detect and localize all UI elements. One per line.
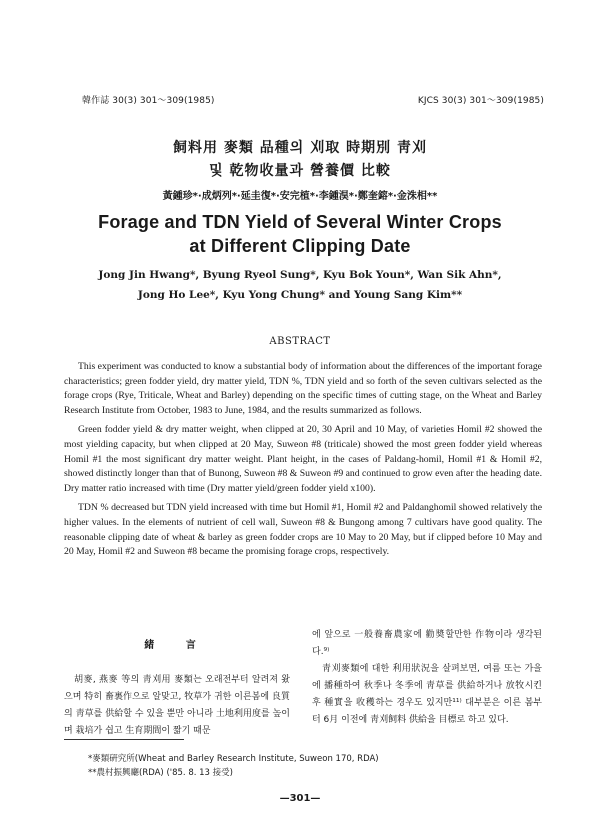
page-number: —301— xyxy=(279,793,321,804)
korean-authors: 黃鍾珍*·成炳列*·延圭復*·安完植*·李鍾淏*·鄭奎鎔*·金洙相** xyxy=(162,191,438,202)
korean-title-line-1: 飼料用 麥類 品種의 刈取 時期別 靑刈 xyxy=(173,140,427,156)
intro-right-column xyxy=(312,627,542,729)
english-authors-line-1: Jong Jin Hwang*, Byung Ryeol Sung*, Kyu Bok Youn*, Wan Sik Ahn*, xyxy=(98,269,502,281)
intro-heading: 緒 言 xyxy=(144,640,210,651)
english-authors-line-2: Jong Ho Lee*, Kyu Yong Chung* and Young Sang Kim** xyxy=(137,289,463,301)
english-title-line-2: at Different Clipping Date xyxy=(189,236,411,256)
journal-header-english: KJCS 30(3) 301～309(1985) xyxy=(417,96,544,106)
abstract-heading: ABSTRACT xyxy=(269,336,331,347)
abstract-paragraph-1: This experiment was conducted to know a substantial body of information about the differences of the important forage characteristics; green fodder yield, dry matter yield, TDN %, TDN yield and so forth of the seven cultivars selected as the forage crops (Rye, Triticale, Wheat and Barley) depending on the specific times of cutting stage, on the Wheat and Barley Research Institute from October, 1983 to June, 1984, and the results summarized as follows. xyxy=(64,361,542,416)
footnote-divider xyxy=(64,739,184,740)
abstract-body xyxy=(64,360,542,565)
intro-left-paragraph: 胡麥, 燕麥 等의 靑刈用 麥類는 오래전부터 알려져 왔으며 特히 畜裏作으로 알맞고, 牧草가 귀한 이른봄에 良質의 靑草를 供給할 수 있을 뿐만 아니라 土地利用度를 높이며 栽培가 쉽고 生育期間이 짧기 때문 xyxy=(64,675,290,736)
footnote-affiliation-1: *麥類硏究所(Wheat and Barley Research Institute, Suweon 170, RDA) xyxy=(88,754,379,764)
korean-title-line-2: 및 乾物收量과 營養價 比較 xyxy=(209,163,391,179)
abstract-paragraph-3: TDN % decreased but TDN yield increased with time but Homil #1, Homil #2 and Paldanghomil showed relatively the higher values. In the elements of nutrient of cell wall, Suweon #8 & Bungong among 7 cultivars have good quality. The reasonable clipping date of wheat & barley as green fodder crops are 10 May to 20 May, but if clipped before 10 May and 20 May, Homil #2 and Suweon #8 became the promising forage crops, respectively. xyxy=(64,502,542,558)
abstract-paragraph-2: Green fodder yield & dry matter weight, when clipped at 20, 30 April and 10 May, of varieties Homil #2 showed the most yielding capacity, but when clipped at 20 May, Suweon #8 (triticale) showed the most green fodder yield whereas Homil #1 the most significant dry matter weight. Plant height, in the cases of Paldang-homil, Homil #1 & Homil #2, showed distinctly longer than that of Bunong, Suweon #8 & Suweon #9 and continued to grow even after the heading date. Dry matter ratio increased with time (Dry matter yield/green fodder yield x100). xyxy=(64,424,542,494)
journal-header-korean: 韓作誌 30(3) 301～309(1985) xyxy=(82,96,215,106)
english-title-line-1: Forage and TDN Yield of Several Winter Crops xyxy=(98,212,502,232)
intro-right-continuation: 에 앞으로 一般養畜農家에 勸奬할만한 作物이라 생각된다.⁹⁾ xyxy=(312,630,542,657)
intro-left-column xyxy=(64,627,290,740)
intro-right-paragraph: 靑刈麥類에 대한 利用狀況을 살펴보면, 여름 또는 가을에 播種하여 秋季나 冬季에 靑草를 供給하거나 放牧시킨 후 種實을 收穫하는 경우도 있지만¹¹⁾ 대부분은 이른 봄부터 6月 이전에 靑刈飼料 供給을 目標로 하고 있다. xyxy=(312,664,542,725)
footnote-affiliation-2: **農村振興廳(RDA) ('85. 8. 13 接受) xyxy=(88,768,233,778)
